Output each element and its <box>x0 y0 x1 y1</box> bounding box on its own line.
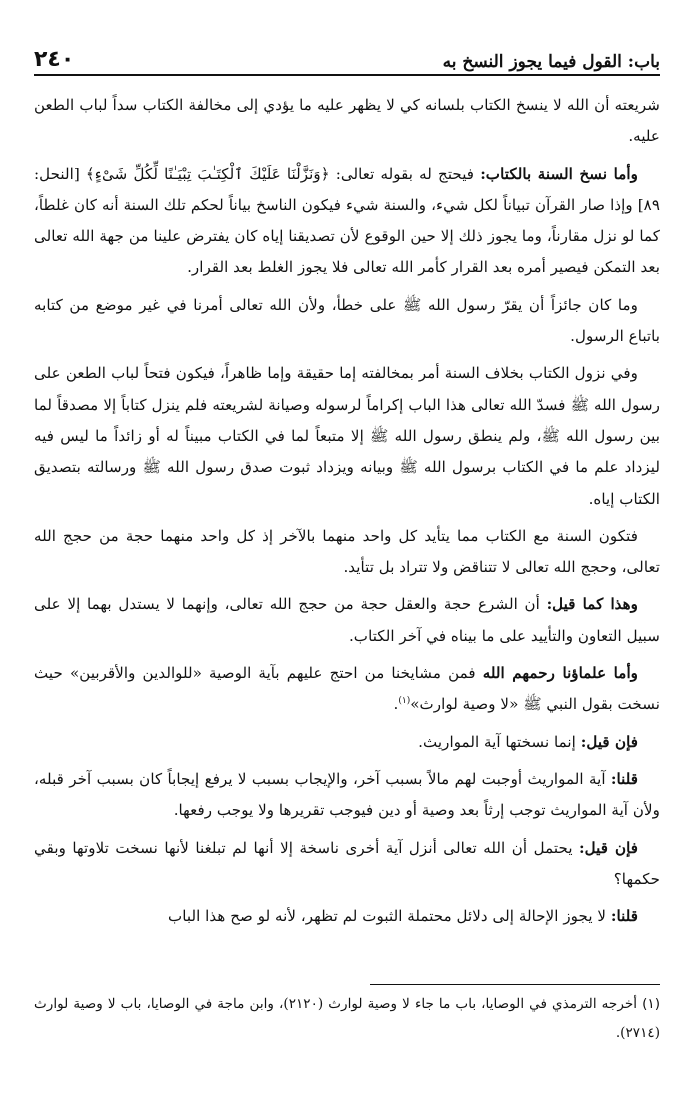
paragraph: فإن قيل: إنما نسختها آية المواريث. <box>418 732 638 751</box>
paragraph: فإن قيل: يحتمل أن الله تعالى أنزل آية أخرى ناسخة إلا أنها لم تبلغنا لأنها نسخت تلاوتها وبقي حكمها؟ <box>34 838 660 888</box>
paragraph: وأما نسخ السنة بالكتاب: فيحتج له بقوله تعالى: ﴿وَنَزَّلْنَا عَلَيْكَ ٱلْكِتَـٰبَ تِبْيَـٰنًا لِّكُلِّ شَىْءٍ﴾ [النحل: ٨٩] وإذا صار القرآن تبياناً لكل شيء، والسنة شيء فيكون الناسخ بياناً لحكم تلك السنة أنه كان غلطاً، كما لو نزل مقارناً، وما يجوز ذلك إلا حين الوقوع لأن تصديقنا إياه كان يفترض علينا من جهة الله تعالى بعد التمكن فيصير أمره بعد القرار كأمر الله تعالى فلا يجوز الغلط بعد القرار. <box>34 164 660 277</box>
footnote-number: (١) <box>642 996 660 1012</box>
paragraph: وأما علماؤنا رحمهم الله فمن مشايخنا من احتج عليهم بآية الوصية «للوالدين والأقربين» حيث نسخت بقول النبي ﷺ «لا وصية لوارث»$^{(١)}$. <box>34 664 660 714</box>
page-number: ٢٤٠ <box>34 47 75 72</box>
paragraph: وفي نزول الكتاب بخلاف السنة أمر بمخالفته إما حقيقة وإما ظاهراً، فيكون فتحاً لباب الطعن على رسول الله ﷺ فسدّ الله تعالى هذا الباب إكراماً لرسوله وصيانة لشريعته فلم ينزل كتاباً إلا مصدقاً لما بين رسول الله ﷺ، ولم ينطق رسول الله ﷺ إلا متبعاً لما في الكتاب مبيناً له أو زائداً ما ليس فيه ليزداد علم ما في الكتاب برسول الله ﷺ وبيانه ويزداد ثبوت صدق رسول الله ﷺ ورسالته بتصديق الكتاب إياه. <box>34 364 660 508</box>
page <box>34 32 660 938</box>
footnote-text: أخرجه الترمذي في الوصايا، باب ما جاء لا وصية لوارث (٢١٢٠)، وابن ماجة في الوصايا، باب لا وصية لوارث (٢٧١٤). <box>34 996 660 1041</box>
paragraph: فتكون السنة مع الكتاب مما يتأيد كل واحد منهما بالآخر إذ كل واحد منهما حجة من حجج الله تعالى، وحجج الله تعالى لا تتناقض ولا تتراد بل تتأيد. <box>34 526 660 577</box>
footnote-marker[interactable]: (١) <box>398 696 411 707</box>
chapter-title: باب: القول فيما يجوز النسخ به <box>442 52 660 72</box>
footnote-rule <box>370 984 660 985</box>
paragraph-lead: وهذا كما قيل: <box>546 595 638 614</box>
paragraph: شريعته أن الله لا ينسخ الكتاب بلسانه كي لا يظهر عليه ما يؤدي إلى مخالفة الكتاب سداً لباب الطعن عليه. <box>34 96 660 146</box>
running-header <box>34 32 660 72</box>
header-rule <box>34 74 660 76</box>
paragraph-lead: فإن قيل: <box>580 732 638 751</box>
main-text <box>34 90 660 932</box>
paragraph-lead: قلنا: <box>610 769 639 788</box>
paragraph: قلنا: لا يجوز الإحالة إلى دلائل محتملة الثبوت لم تظهر، لأنه لو صح هذا الباب <box>168 907 638 926</box>
paragraph-lead: قلنا: <box>610 907 638 926</box>
paragraph-lead: وأما نسخ السنة بالكتاب: <box>480 164 638 183</box>
paragraph: وهذا كما قيل: أن الشرع حجة والعقل حجة من حجج الله تعالى، وإنهما لا يستدل بهما إلا على سبيل التعاون والتأييد على ما بيناه في آخر الكتاب. <box>34 595 660 645</box>
paragraph-lead: فإن قيل: <box>579 838 638 857</box>
paragraph-lead: وأما علماؤنا رحمهم الله <box>482 664 638 683</box>
paragraph: وما كان جائزاً أن يقرّ رسول الله ﷺ على خطأ، ولأن الله تعالى أمرنا في غير موضع من كتابه باتباع الرسول. <box>34 295 660 346</box>
paragraph: قلنا: آية المواريث أوجبت لهم مالاً بسبب آخر، والإيجاب بسبب لا يرفع إيجاباً كان بسبب آخر قبله، ولأن آية المواريث توجب إرثاً بعد وصية أو دين فيوجب تقريرها ولا يوجب رفعها. <box>34 769 660 820</box>
footnote <box>34 990 660 1048</box>
